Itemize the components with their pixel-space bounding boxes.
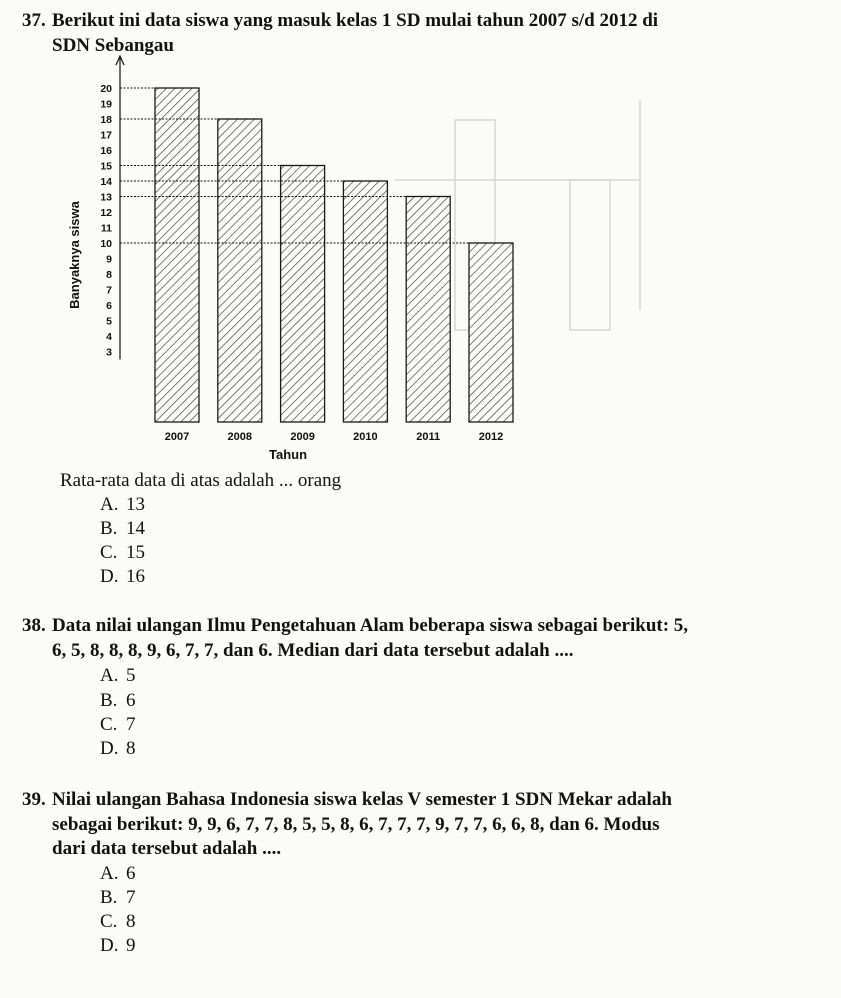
y-tick-16: 16 [100,145,112,157]
y-tick-19: 19 [100,98,112,111]
q38-option-b[interactable]: B. 6 [100,690,136,711]
q37-number: 37. [22,10,46,31]
q37-option-d[interactable]: D. 16 [100,566,145,587]
y-tick-12: 12 [100,207,112,219]
x-tick-2009: 2009 [290,431,315,443]
q39-option-d[interactable]: D. 9 [100,935,136,956]
q38-stem-line1: 38. Data nilai ulangan Ilmu Pengetahuan Alam beberapa siswa sebagai berikut: 5, [22,615,689,636]
y-tick-8: 8 [106,269,112,281]
y-tick-10: 10 [100,238,112,250]
q38-option-a[interactable]: A. 5 [100,665,136,686]
bar-2012 [469,243,513,422]
y-tick-7: 7 [106,284,112,297]
y-tick-4: 4 [106,331,112,343]
q38-option-d[interactable]: D. 8 [100,738,136,759]
bar-2011 [406,197,450,423]
bar-chart [55,55,525,465]
y-tick-18: 18 [100,114,112,126]
y-tick-5: 5 [106,315,112,328]
y-tick-15: 15 [100,160,112,173]
bar-2007 [155,88,199,422]
x-tick-labels [165,431,503,443]
q37-stem-line2: SDN Sebangau [52,35,174,56]
x-axis-label: Tahun [268,447,308,462]
y-axis-label: Banyaknya siswa [67,201,82,309]
chart-axes [116,56,124,360]
q37-stem-line1: 37. Berikut ini data siswa yang masuk kelas 1 SD mulai tahun 2007 s/d 2012 di [22,10,659,31]
q37-option-c[interactable]: C. 15 [100,542,145,563]
q39-stem-line1: 39. Nilai ulangan Bahasa Indonesia siswa kelas V semester 1 SDN Mekar adalah [22,789,672,810]
y-tick-labels [100,83,112,359]
x-tick-2012: 2012 [478,431,504,443]
bar-2010 [343,181,387,422]
chart-bars [155,88,513,422]
x-tick-2010: 2010 [353,431,378,443]
q39-option-c[interactable]: C. 8 [100,911,136,932]
x-tick-2011: 2011 [416,431,441,443]
q38-number: 38. [22,615,46,636]
q37-prompt: Rata-rata data di atas adalah ... orang [60,470,342,491]
y-tick-17: 17 [100,129,112,142]
bar-2009 [281,166,325,423]
q38-stem-line2: 6, 5, 8, 8, 8, 9, 6, 7, 7, dan 6. Median dari data tersebut adalah .... [52,640,574,661]
x-tick-2008: 2008 [227,431,253,443]
x-tick-2007: 2007 [164,431,190,443]
q38-option-c[interactable]: C. 7 [100,714,136,735]
q39-stem-line2: sebagai berikut: 9, 9, 6, 7, 7, 8, 5, 5, 8, 6, 7, 7, 7, 9, 7, 7, 6, 6, 8, dan 6. Modus [52,814,660,835]
q39-option-a[interactable]: A. 6 [100,863,136,884]
y-tick-3: 3 [106,346,112,359]
q37-option-a[interactable]: A. 13 [100,494,145,515]
y-tick-9: 9 [106,253,112,266]
y-tick-11: 11 [100,222,112,235]
bar-2008 [218,119,262,422]
q39-number: 39. [22,789,46,810]
y-tick-13: 13 [100,191,112,204]
y-tick-6: 6 [106,300,112,312]
q37-option-b[interactable]: B. 14 [100,518,145,539]
y-tick-14: 14 [100,176,112,188]
y-tick-20: 20 [100,83,112,95]
q39-option-b[interactable]: B. 7 [100,887,136,908]
q39-stem-line3: dari data tersebut adalah .... [52,838,282,859]
